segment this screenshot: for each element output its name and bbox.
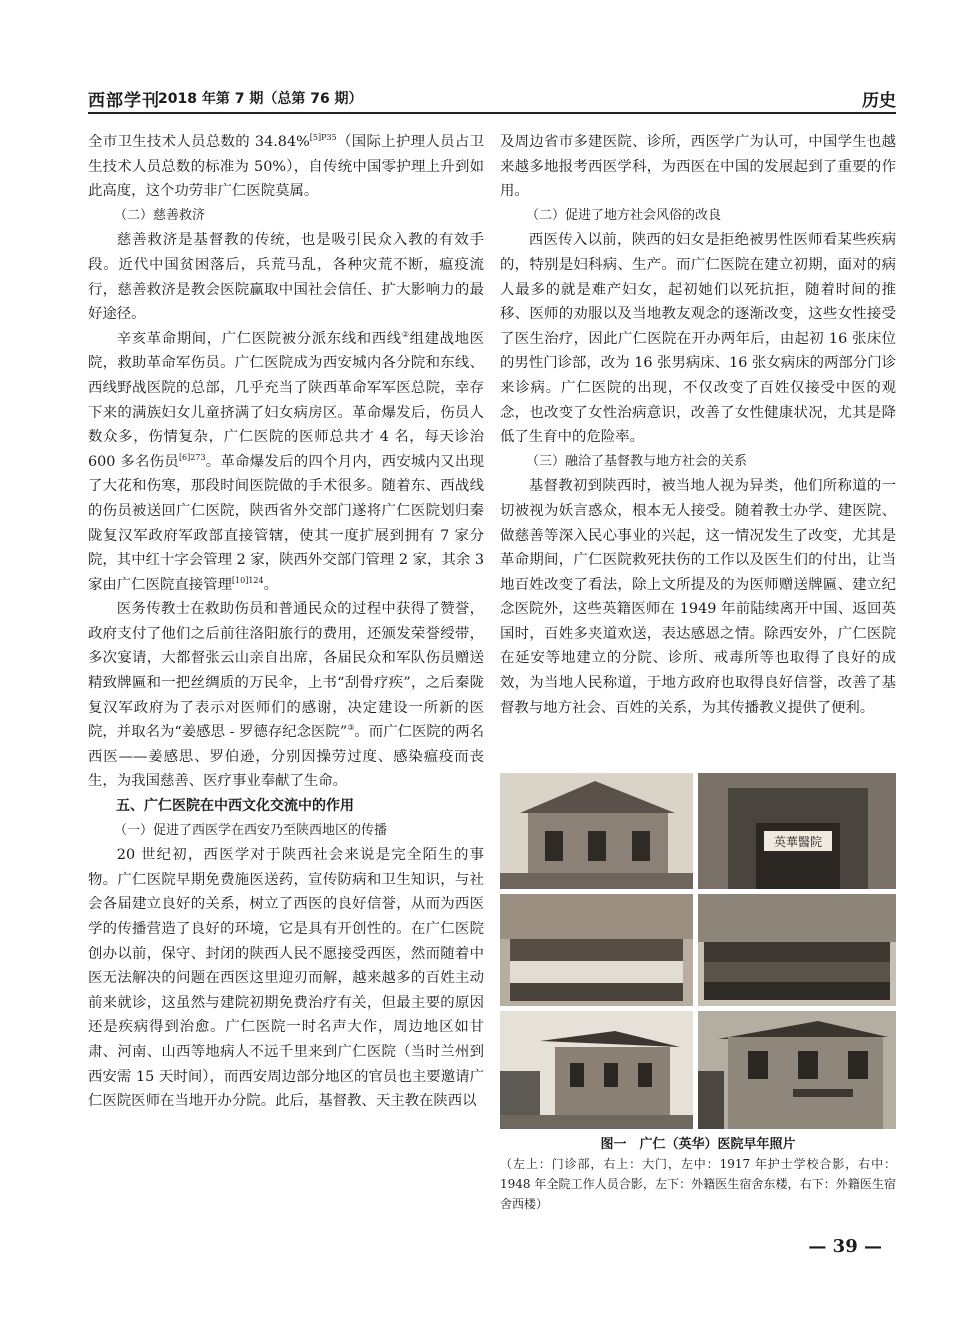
subheading-charity: （二）慈善救济: [114, 207, 206, 223]
right-column: [500, 130, 896, 720]
subheading-two: （二）促进了地方社会风俗的改良: [526, 207, 722, 223]
figure-caption: （左上：门诊部，右上：大门，左中：1917 年护士学校合影，右中：1948 年全院工作人员合影，左下：外籍医生宿舍东楼，右下：外籍医生宿舍西楼）: [500, 1157, 896, 1211]
section-heading-five: 五、广仁医院在中西文化交流中的作用: [116, 798, 354, 815]
citation: [5]P35: [309, 133, 337, 143]
page-number: — 39 —: [808, 1236, 882, 1257]
section-name: 历史: [862, 91, 896, 111]
paragraph: 慈善救济是基督教的传统，也是吸引民众入教的有效手段。近代中国贫困落后，兵荒马乱，各种灾荒不断，瘟疫流行，慈善救济是教会医院赢取中国社会信任、扩大影响力的最好途径。: [88, 232, 484, 323]
paragraph: 20 世纪初，西医学对于陕西社会来说是完全陌生的事物。广仁医院早期免费施医送药，宣传防病和卫生知识，与社会各届建立良好的关系，树立了西医的良好信誉，从而为西医学的传播营造了良好的环境，它是具有开创性的。在广仁医院创办以前，保守、封闭的陕西人民不愿接受西医，然而随着中医无法解决的问题在西医这里迎刃而解，越来越多的百姓主动前来就诊，这虽然与建院初期免费治疗有关，但最主要的原因还是疾病得到治愈。广仁医院一时名声大作，周边地区如甘肃、河南、山西等地病人不远千里来到广仁医院（当时兰州到西安需 15 天时间），而西安周边部分地区的官员也主要邀请广仁医院医师在当地开办分院。此后，基督教、天主教在陕西以: [88, 847, 484, 1110]
paragraph: 辛亥革命期间，广仁医院被分派东线和西线②组建战地医院，救助革命军伤员。广仁医院成为西安城内各分院和东线、西线野战医院的总部，几乎充当了陕西革命军军医总院，幸存下来的满族妇女儿童挤满了妇女病房区。革命爆发后，伤员人数众多，伤情复杂，广仁医院的医师总共才 4 名，每天诊治 600 多名伤员$^{[6]273}$。革命爆发后的四个月内，西安城内又出现了大花和伤寒，那段时间医院做的手术很多。随着东、西战线的伤员被送回广仁医院，陕西省外交部门遂将广仁医院划归秦陇复汉军政府军政部直接管辖，使其一度扩展到拥有 7 家分院，其中红十字会管理 2 家，陕西外交部门管理 2 家，其余 3 家由广仁医院直接管理$^{[10]124}$。: [88, 329, 484, 593]
photo-staff-1948: [698, 894, 896, 1006]
page-header: [88, 86, 896, 114]
footnote-mark: ③: [347, 723, 355, 733]
photo-nurses-1917: [500, 894, 693, 1006]
journal-name: 西部学刊: [88, 91, 160, 111]
footnote-mark: ②: [401, 329, 410, 339]
left-column: [88, 130, 484, 1114]
figure-one: [500, 773, 896, 1214]
paragraph: 医务传教士在救助伤员和普通民众的过程中获得了赞誉，政府支付了他们之后前往洛阳旅行的费用，还颁发荣誉绶带，多次宴请，大都督张云山亲自出席，各届民众和军队伤员赠送精致牌匾和一把丝绸质的万民伞，上书“刮骨疗疾”，之后秦陇复汉军政府为了表示对医师们的感谢，决定建设一所新的医院，并取名为“姜感思 - 罗德存纪念医院”③。而广仁医院的两名西医——姜感思、罗伯逊，分别因操劳过度、感染瘟疫而丧生，为我国慈善、医疗事业奉献了生命。: [88, 601, 484, 790]
photo-east-dormitory: [500, 1011, 693, 1129]
paragraph: 基督教初到陕西时，被当地人视为异类，他们所称道的一切被视为妖言惑众，根本无人接受。随着教士办学、建医院、做慈善等深入民心事业的兴起，这一情况发生了改变，尤其是革命期间，广仁医院救死扶伤的工作以及医生们的付出，让当地百姓改变了看法，除上文所提及的为医师赠送牌匾、建立纪念医院外，这些英籍医师在 1949 年前陆续离开中国、返回英国时，百姓多夹道欢送，表达感恩之情。除西安外，广仁医院在延安等地建立的分院、诊所、戒毒所等也取得了良好的成效，为当地人民称道，于地方政府也取得良好信誉，改善了基督教与地方社会、百姓的关系，为其传播教义提供了便利。: [500, 478, 896, 716]
citation: [6]273: [178, 452, 206, 462]
paragraph: 及周边省市多建医院、诊所，西医学广为认可，中国学生也越来越多地报考西医学科，为西医在中国的发展起到了重要的作用。: [500, 134, 896, 200]
paragraph: 全市卫生技术人员总数的 34.84%$^{[5]P35}$（国际上护理人员占卫生技术人员总数的标准为 50%），自传统中国零护理上升到如此高度，这个功劳非广仁医院莫属。: [88, 133, 484, 200]
photo-gate: [698, 773, 896, 889]
gate-sign-text: 英華醫院: [773, 835, 823, 849]
citation: [10]124: [231, 575, 264, 585]
photo-grid: [500, 773, 896, 1129]
issue-info: 2018 年第 7 期（总第 76 期）: [158, 91, 363, 107]
photo-clinic-building: [500, 773, 693, 889]
photo-west-dormitory: [698, 1011, 896, 1129]
subheading-three: （三）融洽了基督教与地方社会的关系: [526, 453, 748, 469]
paragraph: 西医传入以前，陕西的妇女是拒绝被男性医师看某些疾病的，特别是妇科病、生产。而广仁医院在建立初期，面对的病人最多的就是难产妇女，起初她们以死抗拒，随着时间的推移、医师的劝服以及当地教友观念的逐渐改变，这些女性接受了医生治疗，因此广仁医院在开办两年后，由起初 16 张床位的男性门诊部，改为 16 张男病床、16 张女病床的两部分门诊来诊病。广仁医院的出现，不仅改变了百姓仅接受中医的观念，也改变了女性治病意识，改善了女性健康状况，尤其是降低了生育中的危险率。: [500, 232, 896, 446]
subheading-one: （一）促进了西医学在西安乃至陕西地区的传播: [114, 822, 388, 838]
figure-title: 图一 广仁（英华）医院早年照片: [600, 1137, 796, 1152]
